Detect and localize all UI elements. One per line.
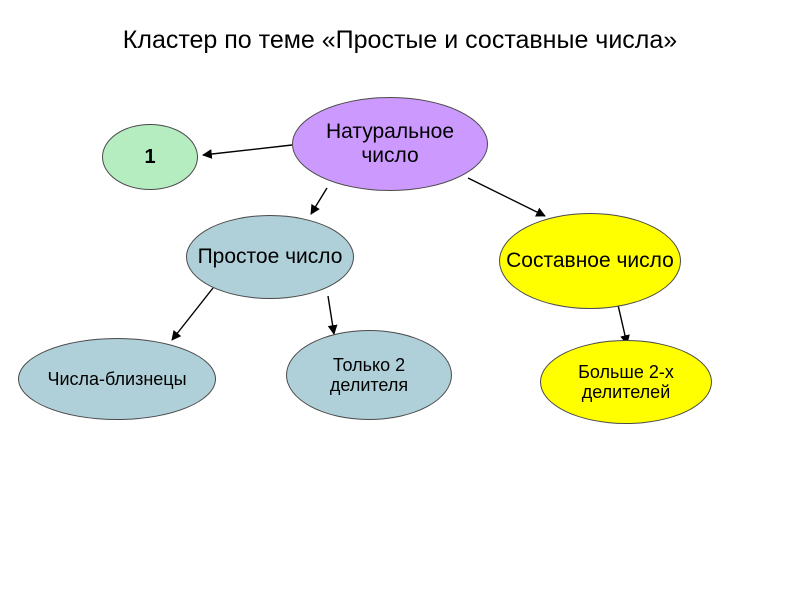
edge-prime-to-two-div: [328, 296, 334, 334]
node-natural-number[interactable]: [292, 97, 488, 191]
edge-natural-to-composite: [468, 178, 545, 216]
node-more-than-two-divisors[interactable]: [540, 340, 712, 424]
node-twin-numbers-label: Числа-близнецы: [47, 368, 187, 389]
edge-prime-to-twins: [172, 288, 213, 340]
node-prime-number-label: Простое число: [197, 245, 343, 269]
edge-natural-to-one: [203, 145, 292, 155]
edge-composite-to-more-div: [618, 305, 627, 344]
edge-natural-to-prime: [311, 188, 327, 214]
page-title: Кластер по теме «Простые и составные числа»: [122, 26, 678, 54]
node-one-label: 1: [144, 145, 156, 168]
node-composite-number[interactable]: [499, 213, 681, 309]
node-twin-numbers[interactable]: [18, 338, 216, 420]
node-natural-number-label: Натуральное число: [325, 120, 454, 167]
node-more-than-two-divisors-label: Больше 2-х делителей: [578, 361, 674, 402]
node-prime-number[interactable]: [186, 215, 354, 299]
node-one[interactable]: [102, 124, 198, 190]
node-composite-number-label: Составное число: [506, 249, 674, 273]
node-only-two-divisors-label: Только 2 делителя: [329, 354, 409, 395]
node-only-two-divisors[interactable]: [286, 330, 452, 420]
